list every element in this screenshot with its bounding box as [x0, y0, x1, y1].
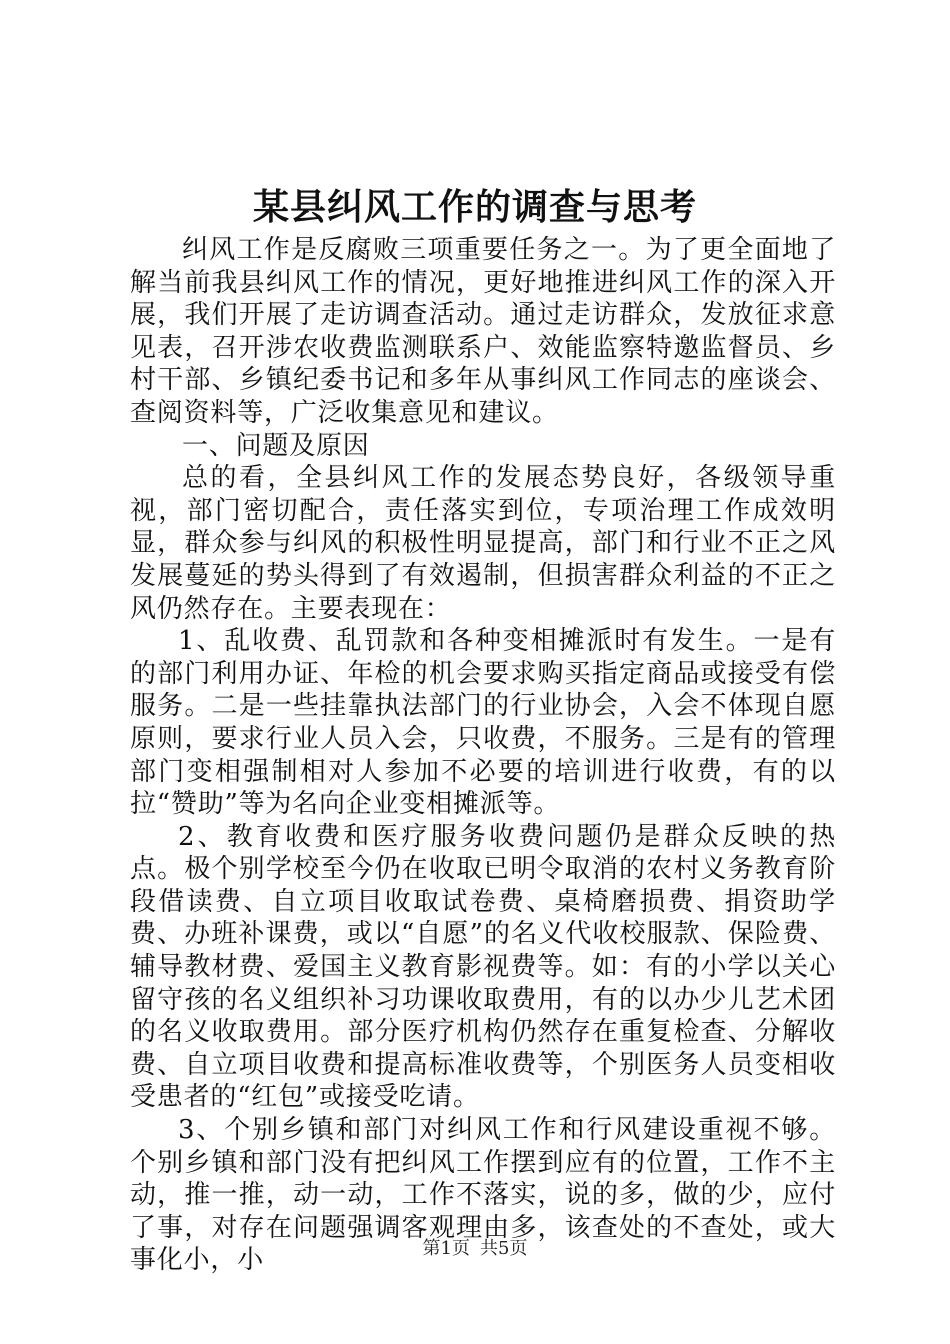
summary-paragraph: 总的看，全县纠风工作的发展态势良好，各级领导重视，部门密切配合，责任落实到位，专项治理工作成效明显，群众参与纠风的积极性明显提高，部门和行业不正之风发展蔓延的势头得到了有效遏制，但损害群众利益的不正之风仍然存在。主要表现在： [130, 463, 836, 624]
section-heading: 一、问题及原因 [182, 430, 370, 461]
document-title: 某县纠风工作的调查与思考 [252, 186, 697, 228]
intro-paragraph: 纠风工作是反腐败三项重要任务之一。为了更全面地了解当前我县纠风工作的情况，更好地推进纠风工作的深入开展，我们开展了走访调查活动。通过走访群众，发放征求意见表，召开涉农收费监测联系户、效能监察特邀监督员、乡村干部、乡镇纪委书记和多年从事纠风工作同志的座谈会、查阅资料等，广泛收集意见和建议。 [130, 235, 836, 428]
issue-paragraph-1: 1、乱收费、乱罚款和各种变相摊派时有发生。一是有的部门利用办证、年检的机会要求购买指定商品或接受有偿服务。二是一些挂靠执法部门的行业协会，入会不体现自愿原则，要求行业人员入会，只收费，不服务。三是有的管理部门变相强制相对人参加不必要的培训进行收费，有的以拉“赞助”等为名向企业变相摊派等。 [130, 626, 836, 820]
page-number: 第1页 [422, 1238, 470, 1259]
issue-paragraph-3: 3、个别乡镇和部门对纠风工作和行风建设重视不够。个别乡镇和部门没有把纠风工作摆到应有的位置，工作不主动，推一推，动一动，工作不落实，说的多，做的少，应付了事，对存在问题强调客观理由多，该查处的不查处，或大事化小，小 [130, 1115, 836, 1276]
page-total: 共5页 [480, 1238, 528, 1259]
page-footer [0, 1236, 950, 1262]
issue-paragraph-2: 2、教育收费和医疗服务收费问题仍是群众反映的热点。极个别学校至今仍在收取已明令取消的农村义务教育阶段借读费、自立项目收取试卷费、桌椅磨损费、捐资助学费、办班补课费，或以“自愿”的名义代收校服款、保险费、辅导教材费、爱国主义教育影视费等。如：有的小学以关心留守孩的名义组织补习功课收取费用，有的以办少儿艺术团的名义收取费用。部分医疗机构仍然存在重复检查、分解收费、自立项目收费和提高标准收费等，个别医务人员变相收受患者的“红包”或接受吃请。 [130, 821, 836, 1113]
document-body [130, 234, 836, 1277]
